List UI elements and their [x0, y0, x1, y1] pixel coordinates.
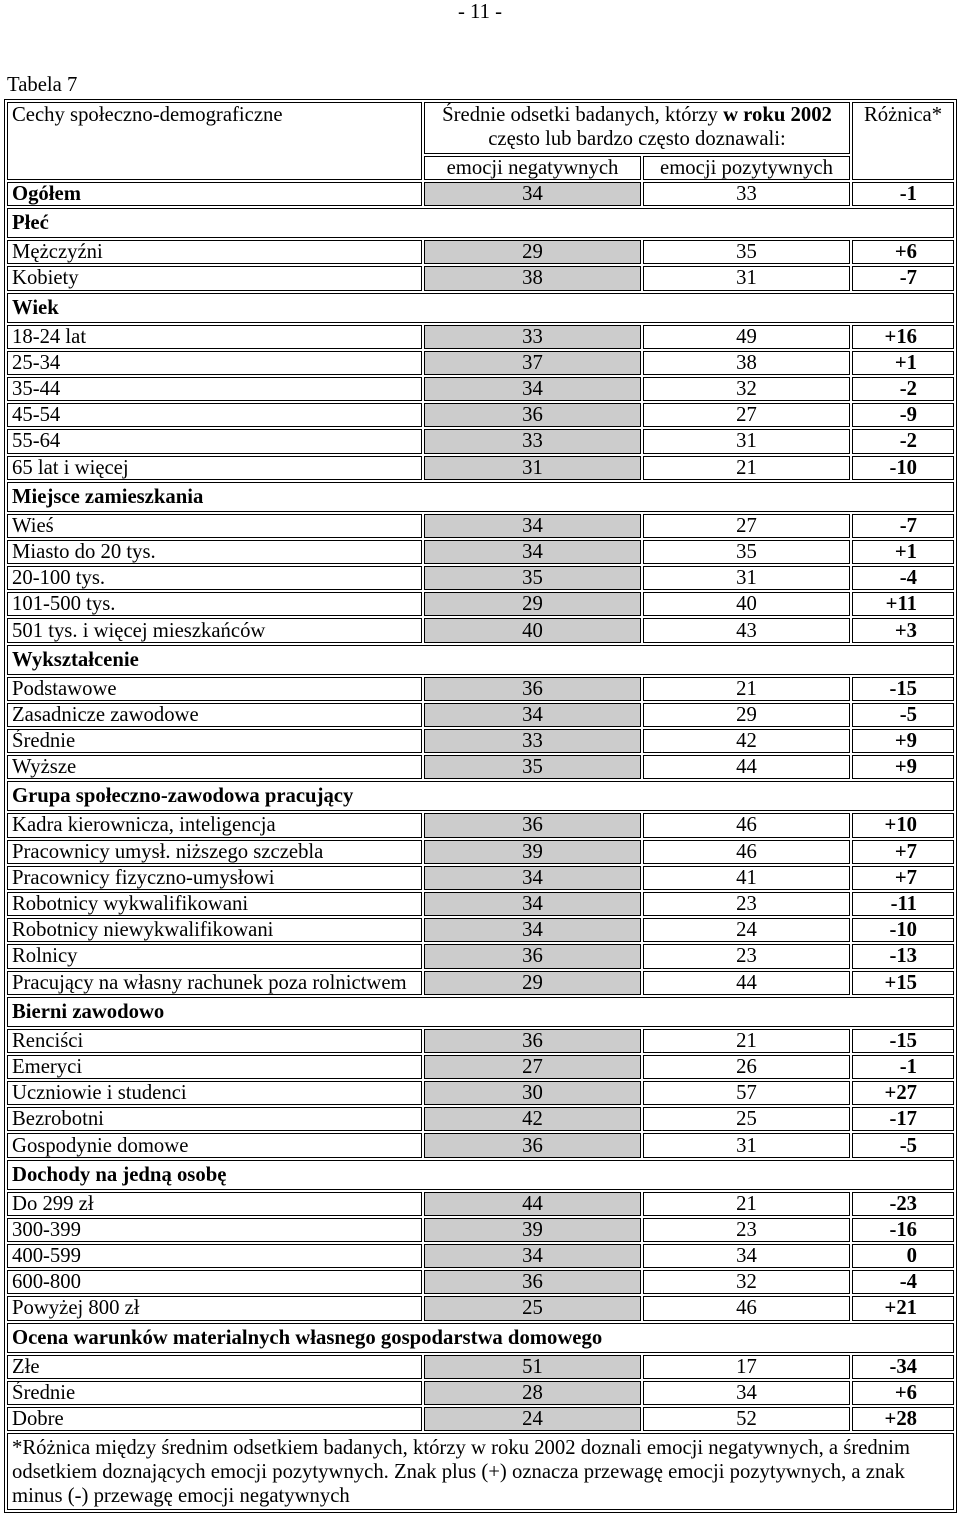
negative-emotions-value: 34 — [424, 1244, 641, 1268]
section-header: Bierni zawodowo — [7, 997, 954, 1027]
negative-emotions-value: 39 — [424, 1218, 641, 1242]
row-label: Miasto do 20 tys. — [7, 540, 422, 564]
row-label: Robotnicy niewykwalifikowani — [7, 918, 422, 942]
positive-emotions-value: 49 — [643, 325, 850, 349]
difference-value: +28 — [852, 1407, 954, 1431]
positive-emotions-value: 44 — [643, 755, 850, 779]
header-difference: Różnica* — [852, 102, 954, 180]
difference-value: -10 — [852, 456, 954, 480]
negative-emotions-value: 36 — [424, 813, 641, 837]
table-row — [7, 1270, 954, 1294]
row-label: 35-44 — [7, 377, 422, 401]
row-label: 45-54 — [7, 403, 422, 427]
section-header: Grupa społeczno-zawodowa pracujący — [7, 781, 954, 811]
difference-value: +9 — [852, 729, 954, 753]
header-mean-line-2: często lub bardzo często doznawali: — [488, 128, 786, 150]
table-row — [7, 1296, 954, 1320]
positive-emotions-value: 23 — [643, 944, 850, 968]
difference-value: -1 — [852, 1055, 954, 1079]
table-row — [7, 1107, 954, 1131]
difference-value: -5 — [852, 703, 954, 727]
negative-emotions-value: 36 — [424, 1270, 641, 1294]
negative-emotions-value: 36 — [424, 1029, 641, 1053]
section-row — [7, 482, 954, 512]
positive-emotions-value: 27 — [643, 514, 850, 538]
positive-emotions-value: 32 — [643, 377, 850, 401]
positive-emotions-value: 21 — [643, 456, 850, 480]
section-header: Wiek — [7, 293, 954, 323]
negative-emotions-value: 40 — [424, 618, 641, 642]
table-row — [7, 840, 954, 864]
table-row — [7, 892, 954, 916]
negative-emotions-value: 34 — [424, 514, 641, 538]
difference-value: -4 — [852, 566, 954, 590]
positive-emotions-value: 24 — [643, 918, 850, 942]
row-label: Renciści — [7, 1029, 422, 1053]
negative-emotions-value: 34 — [424, 182, 641, 206]
difference-value: -17 — [852, 1107, 954, 1131]
positive-emotions-value: 31 — [643, 266, 850, 290]
total-row — [7, 182, 954, 206]
positive-emotions-value: 31 — [643, 429, 850, 453]
difference-value: -13 — [852, 944, 954, 968]
difference-value: 0 — [852, 1244, 954, 1268]
difference-value: +1 — [852, 540, 954, 564]
table-row — [7, 677, 954, 701]
section-header: Ocena warunków materialnych własnego gospodarstwa domowego — [7, 1323, 954, 1353]
positive-emotions-value: 17 — [643, 1355, 850, 1379]
positive-emotions-value: 46 — [643, 813, 850, 837]
row-label: 400-599 — [7, 1244, 422, 1268]
table-row — [7, 971, 954, 995]
positive-emotions-value: 44 — [643, 971, 850, 995]
table-row — [7, 1381, 954, 1405]
row-label: Pracownicy umysł. niższego szczebla — [7, 840, 422, 864]
row-label: Pracownicy fizyczno-umysłowi — [7, 866, 422, 890]
difference-value: +11 — [852, 592, 954, 616]
table-caption: Tabela 7 — [7, 74, 78, 96]
section-header: Miejsce zamieszkania — [7, 482, 954, 512]
table-row — [7, 592, 954, 616]
table-head — [7, 102, 954, 180]
header-positive-emotions: emocji pozytywnych — [643, 156, 850, 180]
table-body — [7, 182, 954, 1431]
section-row — [7, 208, 954, 238]
negative-emotions-value: 51 — [424, 1355, 641, 1379]
header-characteristics: Cechy społeczno-demograficzne — [7, 102, 422, 180]
row-label: Rolnicy — [7, 944, 422, 968]
difference-value: -4 — [852, 1270, 954, 1294]
table-row — [7, 325, 954, 349]
positive-emotions-value: 21 — [643, 677, 850, 701]
table-row — [7, 1029, 954, 1053]
positive-emotions-value: 35 — [643, 540, 850, 564]
header-negative-emotions: emocji negatywnych — [424, 156, 641, 180]
difference-value: -16 — [852, 1218, 954, 1242]
row-label: Średnie — [7, 1381, 422, 1405]
table-row — [7, 918, 954, 942]
positive-emotions-value: 31 — [643, 1133, 850, 1157]
positive-emotions-value: 34 — [643, 1244, 850, 1268]
negative-emotions-value: 29 — [424, 240, 641, 264]
negative-emotions-value: 36 — [424, 944, 641, 968]
row-label: Powyżej 800 zł — [7, 1296, 422, 1320]
difference-value: +27 — [852, 1081, 954, 1105]
positive-emotions-value: 35 — [643, 240, 850, 264]
row-label: Gospodynie domowe — [7, 1133, 422, 1157]
table-row — [7, 755, 954, 779]
negative-emotions-value: 34 — [424, 866, 641, 890]
section-row — [7, 1323, 954, 1353]
table-row — [7, 866, 954, 890]
row-label: Podstawowe — [7, 677, 422, 701]
section-row — [7, 781, 954, 811]
difference-value: -5 — [852, 1133, 954, 1157]
table-row — [7, 1218, 954, 1242]
positive-emotions-value: 31 — [643, 566, 850, 590]
positive-emotions-value: 23 — [643, 1218, 850, 1242]
row-label: 25-34 — [7, 351, 422, 375]
negative-emotions-value: 35 — [424, 755, 641, 779]
row-label: Ogółem — [7, 182, 422, 206]
positive-emotions-value: 32 — [643, 1270, 850, 1294]
row-label: 300-399 — [7, 1218, 422, 1242]
row-label: 65 lat i więcej — [7, 456, 422, 480]
emotions-table — [4, 99, 957, 1513]
positive-emotions-value: 46 — [643, 1296, 850, 1320]
difference-value: +6 — [852, 1381, 954, 1405]
positive-emotions-value: 52 — [643, 1407, 850, 1431]
negative-emotions-value: 36 — [424, 1133, 641, 1157]
positive-emotions-value: 57 — [643, 1081, 850, 1105]
positive-emotions-value: 43 — [643, 618, 850, 642]
difference-value: -2 — [852, 429, 954, 453]
difference-value: +10 — [852, 813, 954, 837]
positive-emotions-value: 25 — [643, 1107, 850, 1131]
section-row — [7, 1160, 954, 1190]
row-label: Kadra kierownicza, inteligencja — [7, 813, 422, 837]
section-row — [7, 293, 954, 323]
footnote-row — [7, 1433, 954, 1510]
row-label: Emeryci — [7, 1055, 422, 1079]
header-mean-year: w roku 2002 — [723, 104, 832, 126]
negative-emotions-value: 42 — [424, 1107, 641, 1131]
difference-value: +9 — [852, 755, 954, 779]
row-label: Dobre — [7, 1407, 422, 1431]
footnote-line: *Różnica między średnim odsetkiem badanych, którzy w roku 2002 doznali emocji negatywnych, a średnim — [12, 1437, 910, 1460]
negative-emotions-value: 33 — [424, 325, 641, 349]
row-label: 18-24 lat — [7, 325, 422, 349]
positive-emotions-value: 34 — [643, 1381, 850, 1405]
negative-emotions-value: 34 — [424, 377, 641, 401]
row-label: Do 299 zł — [7, 1192, 422, 1216]
difference-value: -2 — [852, 377, 954, 401]
difference-value: +16 — [852, 325, 954, 349]
table-row — [7, 266, 954, 290]
table-row — [7, 944, 954, 968]
difference-value: -15 — [852, 1029, 954, 1053]
footnote-line: minus (-) przewagę emocji negatywnych — [12, 1485, 350, 1508]
difference-value: +15 — [852, 971, 954, 995]
row-label: 501 tys. i więcej mieszkańców — [7, 618, 422, 642]
table-row — [7, 377, 954, 401]
page-number: - 11 - — [457, 1, 503, 23]
difference-value: -7 — [852, 266, 954, 290]
row-label: 55-64 — [7, 429, 422, 453]
section-header: Dochody na jedną osobę — [7, 1160, 954, 1190]
footnote-line: odsetkiem doznających emocji pozytywnych. Znak plus (+) oznacza przewagę emocji pozytywnych, a znak — [12, 1461, 905, 1484]
negative-emotions-value: 30 — [424, 1081, 641, 1105]
negative-emotions-value: 29 — [424, 971, 641, 995]
section-row — [7, 997, 954, 1027]
difference-value: +1 — [852, 351, 954, 375]
difference-value: -10 — [852, 918, 954, 942]
row-label: Wieś — [7, 514, 422, 538]
table-row — [7, 729, 954, 753]
table-row — [7, 1192, 954, 1216]
difference-value: -9 — [852, 403, 954, 427]
row-label: 101-500 tys. — [7, 592, 422, 616]
difference-value: +7 — [852, 840, 954, 864]
negative-emotions-value: 34 — [424, 540, 641, 564]
difference-value: +7 — [852, 866, 954, 890]
positive-emotions-value: 42 — [643, 729, 850, 753]
table-row — [7, 456, 954, 480]
section-header: Płeć — [7, 208, 954, 238]
table-row — [7, 1355, 954, 1379]
positive-emotions-value: 21 — [643, 1192, 850, 1216]
positive-emotions-value: 21 — [643, 1029, 850, 1053]
negative-emotions-value: 25 — [424, 1296, 641, 1320]
row-label: 600-800 — [7, 1270, 422, 1294]
table-row — [7, 1133, 954, 1157]
row-label: Wyższe — [7, 755, 422, 779]
positive-emotions-value: 40 — [643, 592, 850, 616]
negative-emotions-value: 28 — [424, 1381, 641, 1405]
negative-emotions-value: 29 — [424, 592, 641, 616]
table-row — [7, 1244, 954, 1268]
row-label: Kobiety — [7, 266, 422, 290]
negative-emotions-value: 38 — [424, 266, 641, 290]
difference-value: +6 — [852, 240, 954, 264]
row-label: 20-100 tys. — [7, 566, 422, 590]
positive-emotions-value: 46 — [643, 840, 850, 864]
section-header: Wykształcenie — [7, 645, 954, 675]
table-row — [7, 618, 954, 642]
header-mean-line-1 — [429, 103, 845, 127]
negative-emotions-value: 39 — [424, 840, 641, 864]
difference-value: +21 — [852, 1296, 954, 1320]
negative-emotions-value: 36 — [424, 403, 641, 427]
difference-value: -11 — [852, 892, 954, 916]
table-row — [7, 403, 954, 427]
negative-emotions-value: 31 — [424, 456, 641, 480]
negative-emotions-value: 34 — [424, 703, 641, 727]
table-row — [7, 429, 954, 453]
table-row — [7, 1081, 954, 1105]
row-label: Uczniowie i studenci — [7, 1081, 422, 1105]
table-header-row — [7, 102, 954, 154]
row-label: Średnie — [7, 729, 422, 753]
header-mean-text: Średnie odsetki badanych, którzy — [442, 104, 718, 126]
row-label: Pracujący na własny rachunek poza rolnictwem — [7, 971, 422, 995]
table-row — [7, 1407, 954, 1431]
table-row — [7, 703, 954, 727]
table-footnote — [7, 1433, 954, 1510]
positive-emotions-value: 23 — [643, 892, 850, 916]
negative-emotions-value: 33 — [424, 729, 641, 753]
negative-emotions-value: 24 — [424, 1407, 641, 1431]
table-row — [7, 813, 954, 837]
negative-emotions-value: 34 — [424, 918, 641, 942]
table-foot — [7, 1433, 954, 1510]
table-row — [7, 566, 954, 590]
positive-emotions-value: 29 — [643, 703, 850, 727]
positive-emotions-value: 26 — [643, 1055, 850, 1079]
difference-value: -15 — [852, 677, 954, 701]
difference-value: -1 — [852, 182, 954, 206]
row-label: Robotnicy wykwalifikowani — [7, 892, 422, 916]
row-label: Złe — [7, 1355, 422, 1379]
row-label: Zasadnicze zawodowe — [7, 703, 422, 727]
positive-emotions-value: 27 — [643, 403, 850, 427]
positive-emotions-value: 38 — [643, 351, 850, 375]
positive-emotions-value: 41 — [643, 866, 850, 890]
difference-value: +3 — [852, 618, 954, 642]
negative-emotions-value: 44 — [424, 1192, 641, 1216]
table-row — [7, 1055, 954, 1079]
row-label: Mężczyźni — [7, 240, 422, 264]
negative-emotions-value: 35 — [424, 566, 641, 590]
negative-emotions-value: 34 — [424, 892, 641, 916]
difference-value: -7 — [852, 514, 954, 538]
negative-emotions-value: 36 — [424, 677, 641, 701]
table-row — [7, 514, 954, 538]
difference-value: -34 — [852, 1355, 954, 1379]
negative-emotions-value: 27 — [424, 1055, 641, 1079]
table-row — [7, 240, 954, 264]
section-row — [7, 645, 954, 675]
negative-emotions-value: 33 — [424, 429, 641, 453]
row-label: Bezrobotni — [7, 1107, 422, 1131]
table-row — [7, 540, 954, 564]
header-mean-percentages — [424, 102, 850, 154]
table-row — [7, 351, 954, 375]
difference-value: -23 — [852, 1192, 954, 1216]
negative-emotions-value: 37 — [424, 351, 641, 375]
positive-emotions-value: 33 — [643, 182, 850, 206]
